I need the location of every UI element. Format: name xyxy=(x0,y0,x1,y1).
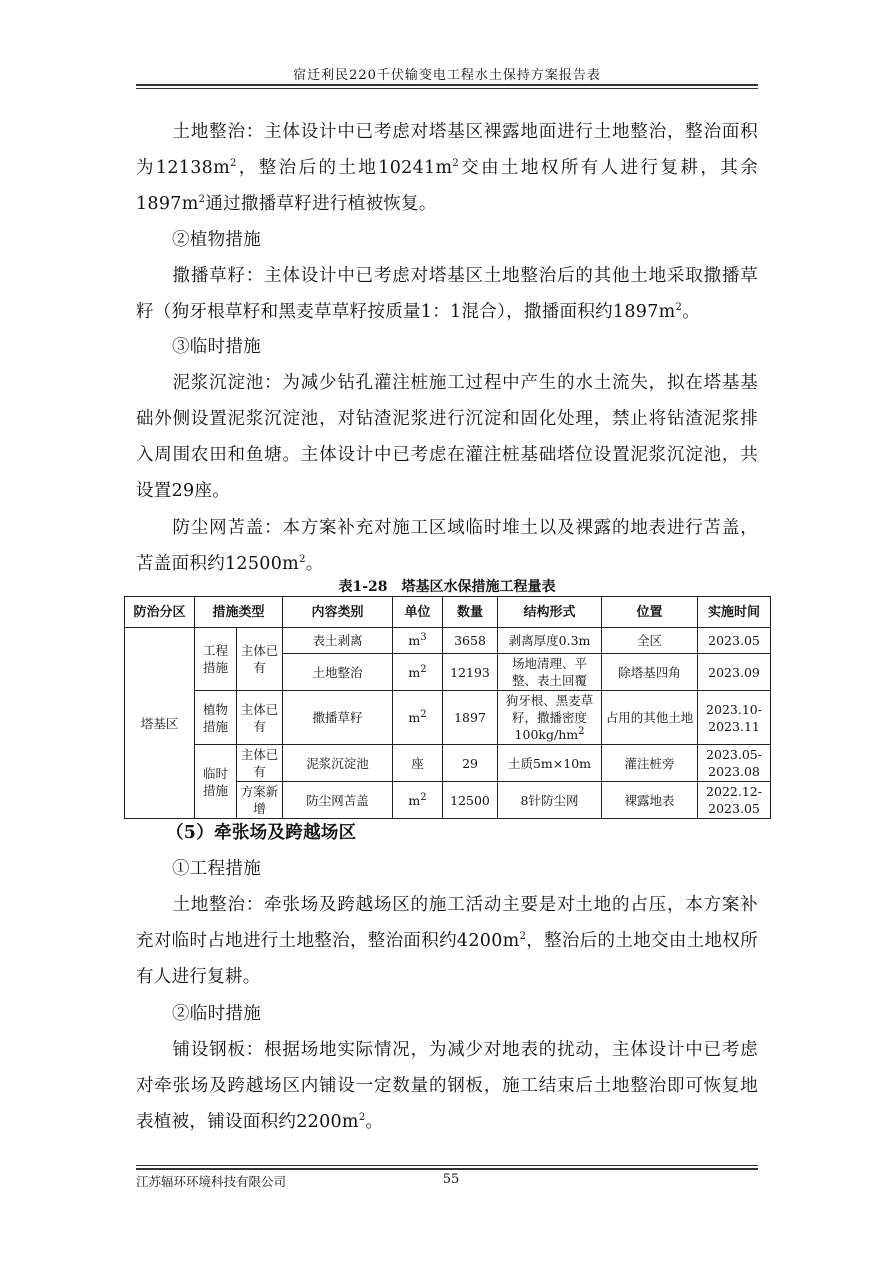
struct-cell: 狗牙根、黑麦草籽，撒播密度$100kg/hm^2$ xyxy=(498,691,602,745)
loc-cell: 灌注桩旁 xyxy=(602,745,698,782)
table-row xyxy=(125,691,771,745)
content-cell: 表土剥离 xyxy=(283,628,393,654)
paragraph-land-grading-2: 土地整治：牵张场及跨越场区的施工活动主要是对土地的占压，本方案补充对临时占地进行土地整治，整治面积约$4200m^2$，整治后的土地交由土地权所有人进行复耕。 xyxy=(136,895,758,987)
struct-cell: 剥离厚度0.3m xyxy=(498,628,602,654)
time-cell: 2023.05-2023.08 xyxy=(698,745,771,782)
section-heading-tension-field: （5）牵张场及跨越场区 xyxy=(166,823,357,843)
qty-cell: 1897 xyxy=(443,691,498,745)
qty-cell: 12193 xyxy=(443,654,498,691)
loc-cell: 全区 xyxy=(602,628,698,654)
unit-cell: $m^2$ xyxy=(393,654,443,691)
time-cell: 2022.12-2023.05 xyxy=(698,782,771,819)
content-cell: 撒播草籽 xyxy=(283,691,393,745)
loc-cell: 裸露地表 xyxy=(602,782,698,819)
heading-temporary-measures-2: ②临时措施 xyxy=(172,1004,261,1024)
paragraph-seeding: 撒播草籽：主体设计中已考虑对塔基区土地整治后的其他土地采取撒播草籽（狗牙根草籽和黑麦草草籽按质量1：1混合），撒播面积约$1897m^2$。 xyxy=(136,266,758,322)
qty-cell: 29 xyxy=(443,745,498,782)
struct-cell: 场地清理、平整、表土回覆 xyxy=(498,654,602,691)
header-rule-thin xyxy=(136,88,758,89)
header-cell: 内容类别 xyxy=(283,597,393,628)
paragraph-land-grading: 土地整治：主体设计中已考虑对塔基区裸露地面进行土地整治，整治面积为$12138m^2$，整治后的土地$10241m^2$交由土地权所有人进行复耕，其余$1897m^2$通过撒播草籽进行植被恢复。 xyxy=(136,122,758,214)
sub-type-cell: 主体已有 xyxy=(237,745,283,782)
heading-temporary-measures: ③临时措施 xyxy=(172,337,261,357)
struct-cell: 8针防尘网 xyxy=(498,782,602,819)
zone-cell: 塔基区 xyxy=(125,628,195,819)
unit-cell: $m^3$ xyxy=(393,628,443,654)
content-cell: 泥浆沉淀池 xyxy=(283,745,393,782)
sub-type-cell: 主体已有 xyxy=(237,628,283,691)
type-cell: 植物措施 xyxy=(195,691,237,745)
table-row xyxy=(125,745,771,782)
unit-cell: 座 xyxy=(393,745,443,782)
header-rule xyxy=(136,84,758,86)
qty-cell: 12500 xyxy=(443,782,498,819)
header-cell: 措施类型 xyxy=(195,597,283,628)
type-cell: 临时措施 xyxy=(195,745,237,819)
table-caption: 表1-28 塔基区水保措施工程量表 xyxy=(338,579,556,595)
time-cell: 2023.05 xyxy=(698,628,771,654)
content-cell: 防尘网苫盖 xyxy=(283,782,393,819)
unit-cell: $m^2$ xyxy=(393,782,443,819)
header-cell: 结构形式 xyxy=(498,597,602,628)
table-header-row xyxy=(125,597,771,628)
heading-engineering-measures: ①工程措施 xyxy=(172,859,261,879)
paragraph-dust-net: 防尘网苫盖：本方案补充对施工区域临时堆土以及裸露的地表进行苫盖，苫盖面积约$12500m^2$。 xyxy=(136,518,758,574)
type-cell: 工程措施 xyxy=(195,628,237,691)
measures-table xyxy=(124,596,771,819)
footer-rule xyxy=(136,1168,758,1170)
paragraph-mud-pool: 泥浆沉淀池：为减少钻孔灌注桩施工过程中产生的水土流失，拟在塔基基础外侧设置泥浆沉淀池，对钻渣泥浆进行沉淀和固化处理，禁止将钻渣泥浆排入周围农田和鱼塘。主体设计中已考虑在灌注桩基础塔位设置泥浆沉淀池，共设置29座。 xyxy=(136,373,758,501)
header-cell: 单位 xyxy=(393,597,443,628)
footer-company: 江苏辐环环境科技有限公司 xyxy=(136,1174,287,1189)
footer-rule-thin xyxy=(136,1165,758,1166)
header-cell: 位置 xyxy=(602,597,698,628)
content-cell: 土地整治 xyxy=(283,654,393,691)
table-row xyxy=(125,628,771,654)
paragraph-steel-plate: 铺设钢板：根据场地实际情况，为减少对地表的扰动，主体设计中已考虑对牵张场及跨越场区内铺设一定数量的钢板，施工结束后土地整治即可恢复地表植被，铺设面积约$2200m^2$。 xyxy=(136,1040,758,1132)
unit-cell: $m^2$ xyxy=(393,691,443,745)
sub-type-cell: 主体已有 xyxy=(237,691,283,745)
sub-type-cell: 方案新增 xyxy=(237,782,283,819)
loc-cell: 除塔基四角 xyxy=(602,654,698,691)
page-header: 宿迁利民220千伏输变电工程水土保持方案报告表 xyxy=(293,68,601,83)
loc-cell: 占用的其他土地 xyxy=(602,691,698,745)
header-cell: 数量 xyxy=(443,597,498,628)
header-cell: 防治分区 xyxy=(125,597,195,628)
qty-cell: 3658 xyxy=(443,628,498,654)
heading-plant-measures: ②植物措施 xyxy=(172,230,261,250)
struct-cell: 土质5m×10m xyxy=(498,745,602,782)
time-cell: 2023.10-2023.11 xyxy=(698,691,771,745)
page-number: 55 xyxy=(442,1172,460,1187)
time-cell: 2023.09 xyxy=(698,654,771,691)
header-cell: 实施时间 xyxy=(698,597,771,628)
